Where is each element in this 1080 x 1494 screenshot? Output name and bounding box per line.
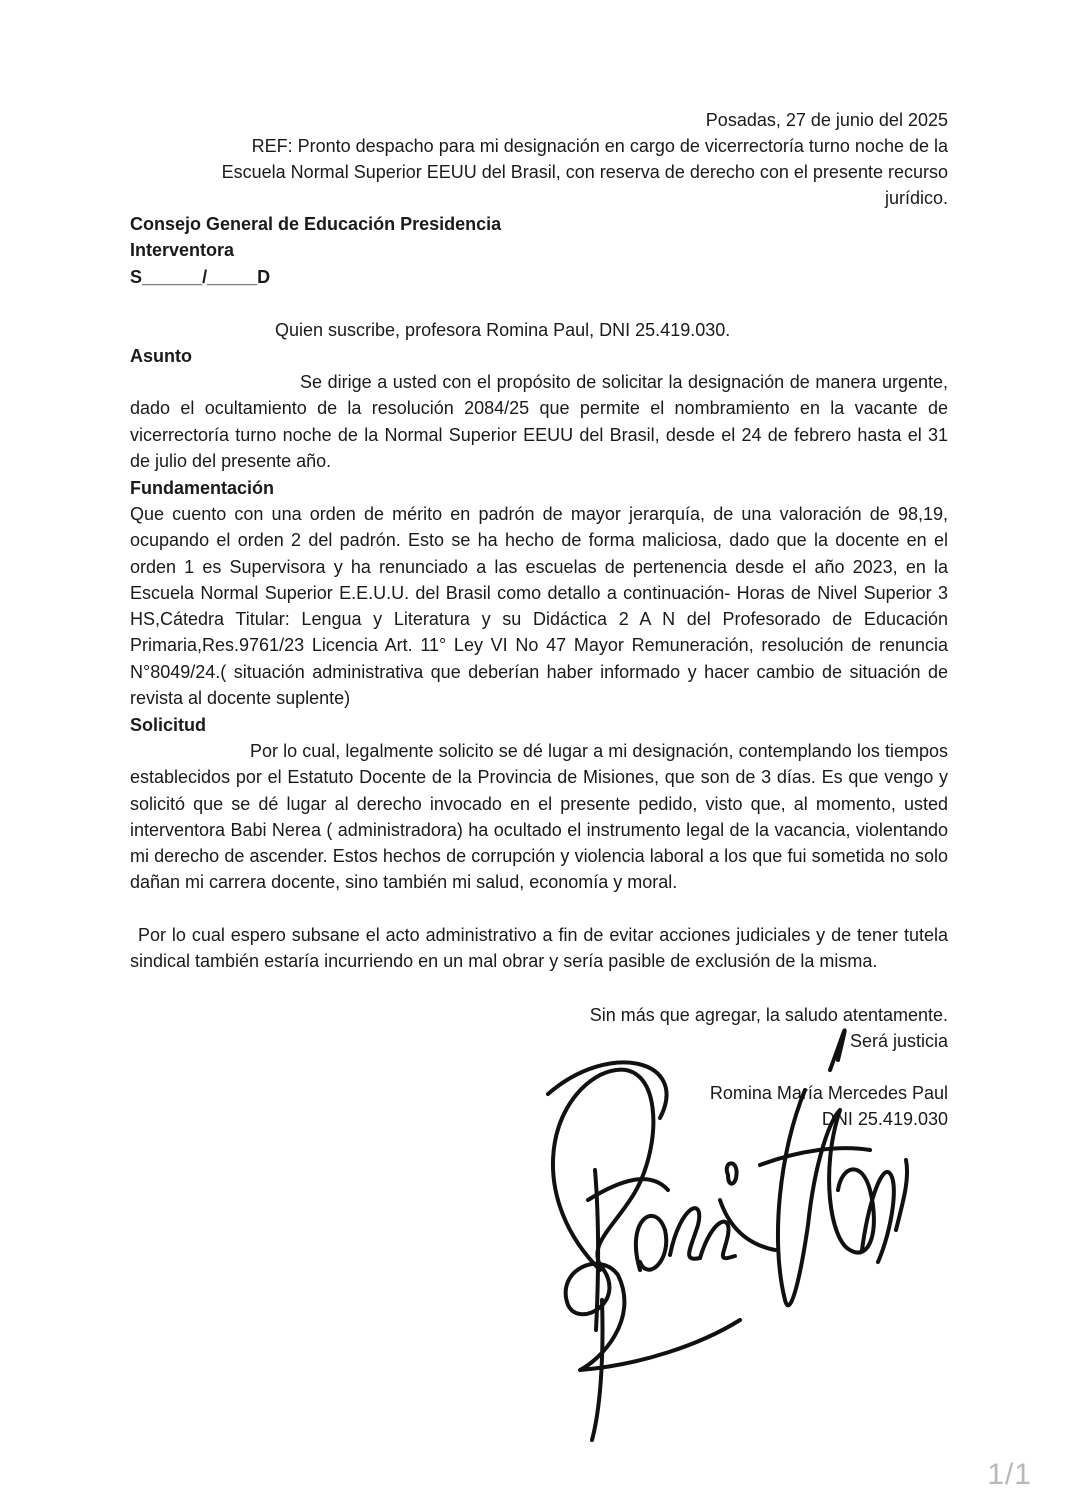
recipient-line-1: Consejo General de Educación Presidencia xyxy=(130,214,502,234)
recipient-line-3: S______/_____D xyxy=(130,267,271,287)
asunto-heading: Asunto xyxy=(130,346,192,366)
ref-line-2: Escuela Normal Superior EEUU del Brasil, con reserva de derecho con el presente recurso xyxy=(221,162,948,182)
ref-line-3: jurídico. xyxy=(884,188,948,208)
intro-line: Quien suscribe, profesora Romina Paul, DNI 25.419.030. xyxy=(275,320,731,340)
asunto-paragraph: Se dirige a usted con el propósito de solicitar la designación de manera urgente, dado el ocultamiento de la resolución 2084/25 que permite el nombramiento en la vacante de vicerrectoría turno noche de la Normal Superior EEUU del Brasil, desde el 24 de febrero hasta el 31 de julio del presente año. xyxy=(130,372,948,471)
signer-dni: DNI 25.419.030 xyxy=(821,1109,948,1129)
ref-line-1: REF: Pronto despacho para mi designación en cargo de vicerrectoría turno noche de la xyxy=(251,136,948,156)
fundamentacion-heading: Fundamentación xyxy=(130,478,275,498)
solicitud-paragraph: Por lo cual, legalmente solicito se dé lugar a mi designación, contemplando los tiempos establecidos por el Estatuto Docente de la Provincia de Misiones, que son de 3 días. Es que vengo y solicitó que se dé lugar al derecho invocado en el presente pedido, visto que, al momento, usted interventora Babi Nerea ( administradora) ha ocultado el instrumento legal de la vacancia, violentando mi derecho de ascender. Estos hechos de corrupción y violencia laboral a los que fui sometida no solo dañan mi carrera docente, sino también mi salud, economía y moral. xyxy=(130,741,948,893)
place-date: Posadas, 27 de junio del 2025 xyxy=(705,110,948,130)
page-indicator: 1/1 xyxy=(987,1458,1032,1491)
closing-justice: Será justicia xyxy=(849,1031,948,1051)
fundamentacion-paragraph: Que cuento con una orden de mérito en padrón de mayor jerarquía, de una valoración de 98,19, ocupando el orden 2 del padrón. Esto se ha hecho de forma maliciosa, dado que la docente en el orden 1 es Supervisora y ha renunciado a las escuelas de pertenencia desde el año 2023, en la Escuela Normal Superior E.E.U.U. del Brasil como detallo a continuación- Horas de Nivel Superior 3 HS,Cátedra Titular: Lengua y Literatura y su Didáctica 2 A N del Profesorado de Educación Primaria,Res.9761/23 Licencia Art. 11° Ley VI No 47 Mayor Remuneración, resolución de renuncia N°8049/24.( situación administrativa que deberían haber informado y hacer cambio de situación de revista al docente suplente) xyxy=(130,504,948,709)
solicitud-heading: Solicitud xyxy=(130,715,206,735)
signer-name: Romina María Mercedes Paul xyxy=(709,1083,948,1103)
recipient-line-2: Interventora xyxy=(130,240,235,260)
closing-greeting: Sin más que agregar, la saludo atentamente. xyxy=(589,1005,948,1025)
closing-paragraph: Por lo cual espero subsane el acto administrativo a fin de evitar acciones judiciales y de tener tutela sindical también estaría incurriendo en un mal obrar y sería pasible de exclusión de la misma. xyxy=(130,925,948,972)
